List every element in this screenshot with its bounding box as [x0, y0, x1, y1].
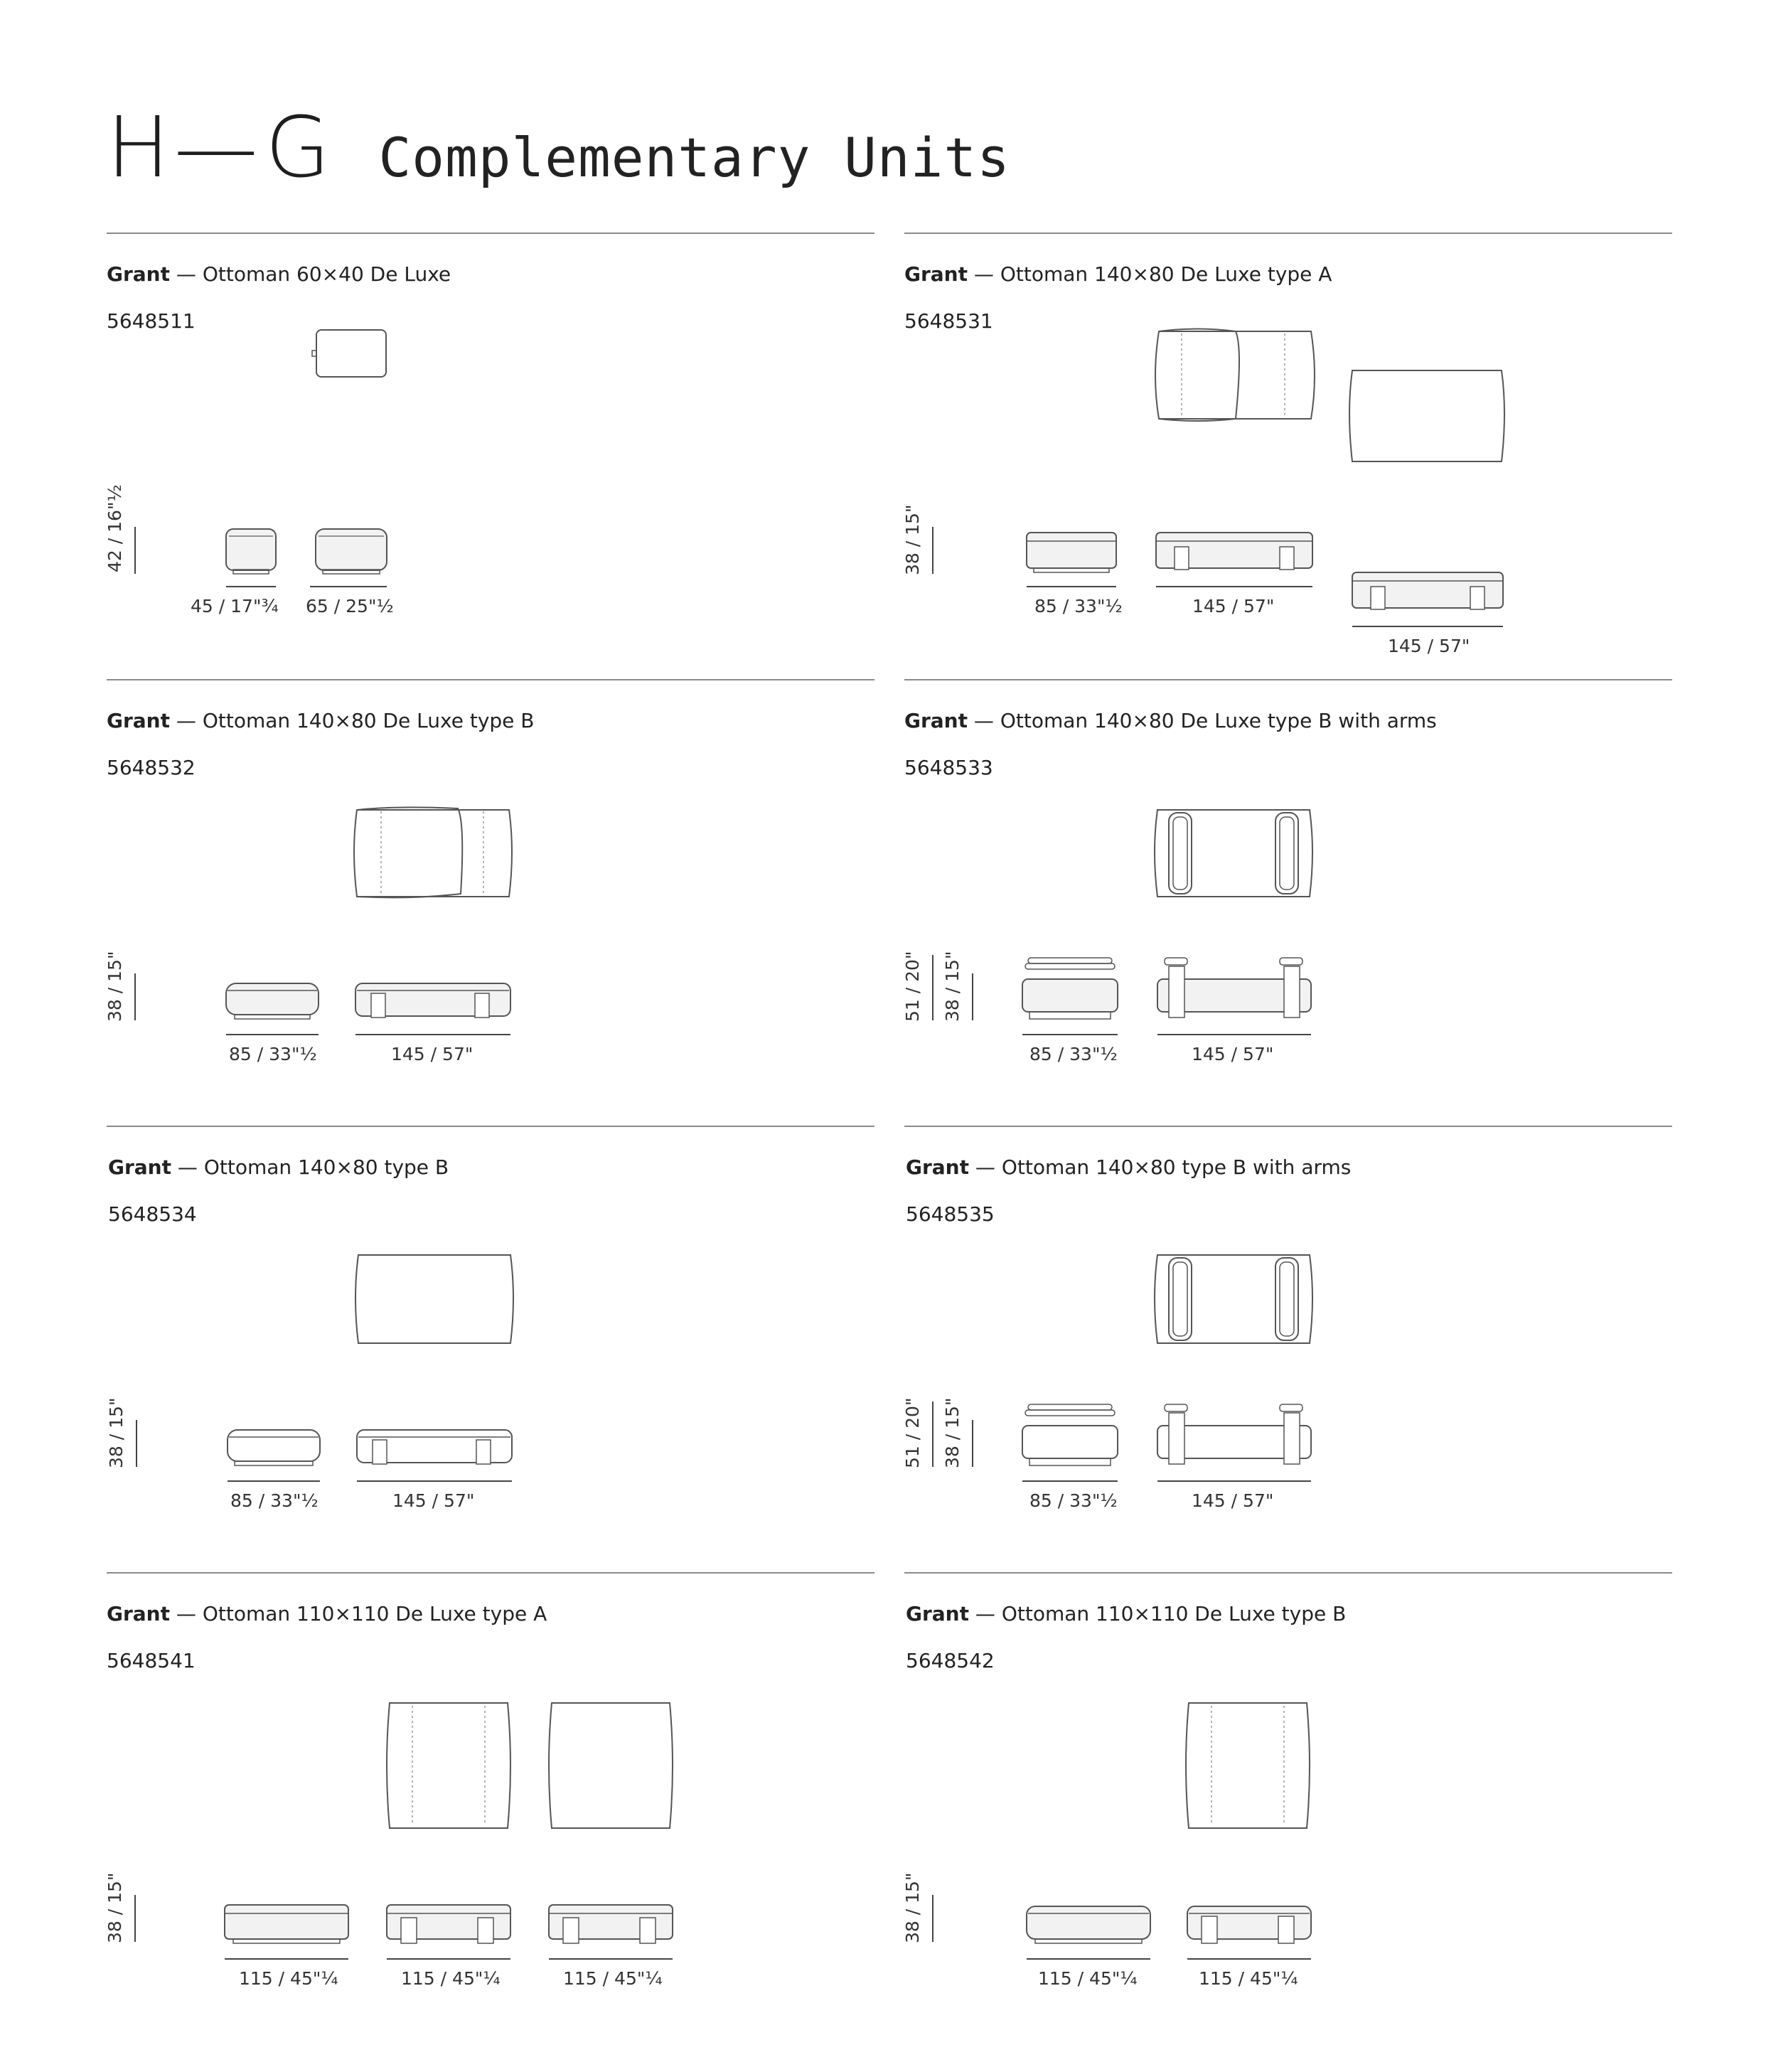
height-label: 42 / 16"½ — [105, 484, 125, 572]
side-view-drawing — [1022, 1404, 1311, 1465]
product-name: Ottoman 110×110 De Luxe type A — [202, 1602, 547, 1625]
product-brand: Grant — [108, 1155, 172, 1179]
width-label: 45 / 17"¾ — [191, 596, 279, 616]
technical-drawing — [107, 1127, 874, 1572]
top-view-drawing — [312, 330, 386, 377]
height-label-total: 51 / 20" — [902, 951, 923, 1022]
title-separator: — — [170, 1602, 203, 1625]
product-name: Ottoman 140×80 De Luxe type B with arms — [1000, 709, 1437, 732]
product-code: 5648531 — [904, 309, 993, 333]
product-name: Ottoman 110×110 De Luxe type B — [1001, 1602, 1347, 1625]
top-view-drawing — [354, 807, 512, 897]
product-brand: Grant — [107, 1602, 171, 1625]
product-code: 5648533 — [904, 756, 993, 779]
height-label: 38 / 15" — [942, 1397, 963, 1468]
side-view-drawing — [228, 1430, 512, 1465]
width-label: 145 / 57" — [392, 1490, 475, 1511]
side-view-drawing — [226, 529, 387, 574]
technical-drawing — [107, 234, 874, 679]
technical-drawing — [904, 1127, 1672, 1572]
product-brand: Grant — [906, 1155, 970, 1179]
width-label: 145 / 57" — [391, 1044, 474, 1064]
product-name: Ottoman 140×80 De Luxe type B — [202, 709, 535, 732]
height-label: 38 / 15" — [902, 1872, 923, 1943]
width-label: 85 / 33"½ — [1029, 1044, 1118, 1064]
product-brand: Grant — [904, 262, 968, 286]
product-code: 5648511 — [107, 309, 196, 333]
top-view-drawing — [1155, 810, 1312, 897]
title-separator: — — [969, 1602, 1002, 1625]
product-name: Ottoman 140×80 De Luxe type A — [1000, 262, 1332, 286]
product-brand: Grant — [904, 709, 968, 732]
brand-logo: H—G — [107, 98, 335, 196]
top-view-drawing — [1155, 1255, 1312, 1343]
height-label: 38 / 15" — [105, 1872, 125, 1943]
side-view-drawing — [1027, 1906, 1311, 1943]
height-dimension — [902, 1398, 973, 1468]
height-label: 38 / 15" — [942, 951, 963, 1022]
width-label: 115 / 45"¼ — [563, 1968, 663, 1989]
product-brand: Grant — [906, 1602, 970, 1625]
product-section-5648535 — [904, 1126, 1672, 1572]
title-separator: — — [968, 709, 1000, 732]
top-view-drawing — [1155, 329, 1504, 462]
side-view-drawing — [225, 1905, 673, 1943]
product-section-5648534 — [107, 1126, 874, 1572]
side-view-drawing — [1022, 958, 1311, 1019]
height-dimension — [902, 505, 933, 575]
height-dimension — [105, 1873, 135, 1943]
width-label: 85 / 33"½ — [229, 1044, 317, 1064]
product-name: Ottoman 140×80 type B with arms — [1001, 1155, 1352, 1179]
product-code: 5648542 — [906, 1649, 995, 1672]
product-code: 5648535 — [906, 1202, 995, 1226]
height-dimension — [105, 951, 135, 1022]
height-label: 38 / 15" — [106, 1397, 127, 1468]
width-label: 115 / 45"¼ — [401, 1968, 501, 1989]
width-label: 145 / 57" — [1388, 636, 1470, 656]
product-name: Ottoman 140×80 type B — [203, 1155, 449, 1179]
product-code: 5648532 — [107, 756, 196, 779]
top-view-drawing — [355, 1255, 513, 1343]
width-label: 65 / 25"½ — [306, 596, 394, 616]
title-separator: — — [968, 262, 1000, 286]
height-label-total: 51 / 20" — [902, 1397, 923, 1468]
product-code: 5648541 — [107, 1649, 196, 1672]
product-section-5648532 — [107, 679, 874, 1126]
width-label: 85 / 33"½ — [1034, 596, 1123, 616]
technical-drawing — [107, 680, 874, 1126]
product-section-5648511 — [107, 233, 874, 679]
page-title — [107, 98, 1010, 196]
height-dimension — [105, 484, 135, 574]
title-separator: — — [170, 262, 203, 286]
top-view-drawing — [387, 1703, 673, 1828]
width-label: 145 / 57" — [1192, 1490, 1274, 1511]
title-separator: — — [969, 1155, 1002, 1179]
height-dimension — [902, 1873, 933, 1943]
page-heading: Complementary Units — [378, 126, 1010, 189]
technical-drawing — [107, 1574, 874, 2019]
product-section-5648542 — [904, 1572, 1672, 2019]
product-section-5648541 — [107, 1572, 874, 2019]
title-separator: — — [171, 1155, 204, 1179]
product-name: Ottoman 60×40 De Luxe — [202, 262, 451, 286]
title-separator: — — [170, 709, 203, 732]
top-view-drawing — [1186, 1703, 1310, 1828]
width-label: 115 / 45"¼ — [1038, 1968, 1138, 1989]
product-brand: Grant — [107, 709, 171, 732]
technical-drawing — [904, 680, 1672, 1126]
height-label: 38 / 15" — [105, 951, 125, 1022]
width-label: 115 / 45"¼ — [239, 1968, 338, 1989]
height-label: 38 / 15" — [902, 504, 923, 575]
product-brand: Grant — [107, 262, 171, 286]
width-label: 85 / 33"½ — [1029, 1490, 1118, 1511]
side-view-drawing — [226, 983, 510, 1019]
product-section-5648533 — [904, 679, 1672, 1126]
height-dimension — [106, 1398, 137, 1468]
width-label: 145 / 57" — [1192, 596, 1275, 616]
width-label: 115 / 45"¼ — [1199, 1968, 1298, 1989]
product-section-5648531 — [904, 233, 1672, 679]
technical-drawing — [904, 234, 1672, 679]
product-code: 5648534 — [108, 1202, 197, 1226]
height-dimension — [902, 951, 973, 1022]
width-label: 145 / 57" — [1192, 1044, 1274, 1064]
technical-drawing — [904, 1574, 1672, 2019]
width-label: 85 / 33"½ — [230, 1490, 319, 1511]
